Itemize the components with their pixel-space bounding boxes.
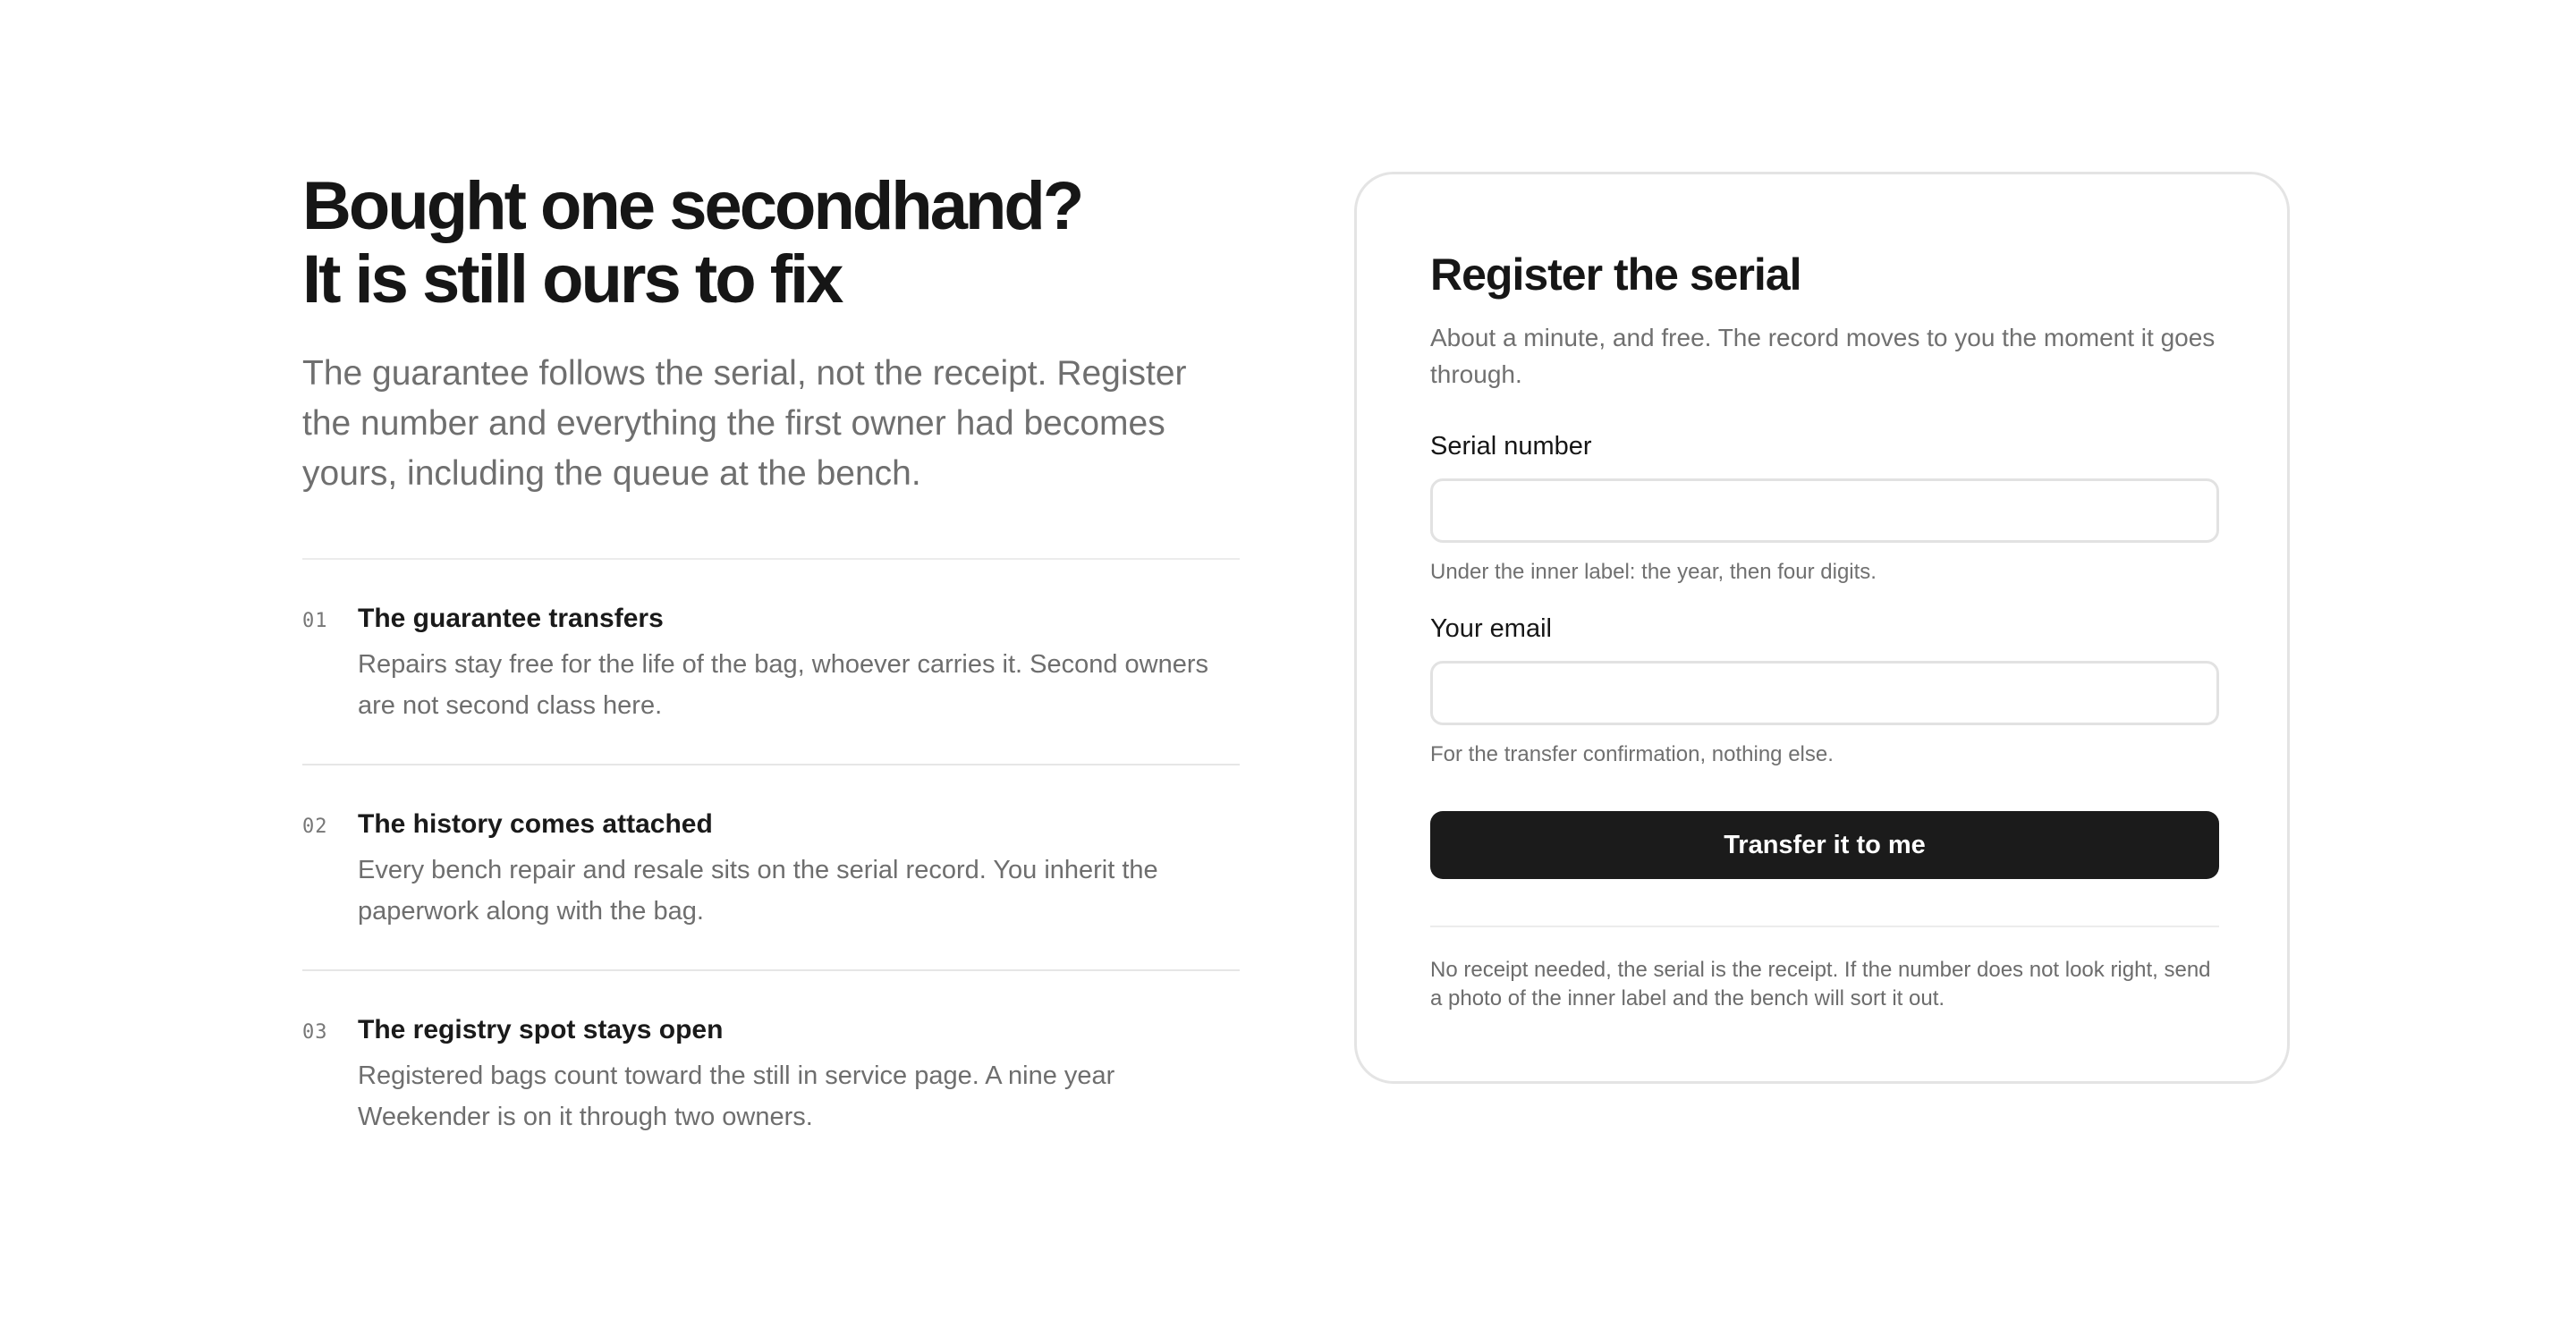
hero-section (302, 170, 1240, 1175)
card-footnote: No receipt needed, the serial is the receipt. If the number does not look right, send a photo of the inner label and the bench will sort it out. (1430, 958, 2211, 1010)
feature-description: Registered bags count toward the still in service page. A nine year Weekender is on it through two owners. (358, 1061, 1115, 1131)
feature-title: The history comes attached (358, 809, 713, 839)
email-input[interactable] (1430, 661, 2219, 725)
hero-lede: The guarantee follows the serial, not the receipt. Register the number and everything the first owner had becomes yours, including the queue at the bench. (302, 354, 1187, 493)
serial-number-hint: Under the inner label: the year, then four digits. (1430, 560, 1877, 584)
email-label: Your email (1430, 614, 1552, 643)
feature-number: 01 (302, 610, 328, 632)
page-title-line-1: Bought one secondhand? (302, 168, 1082, 244)
feature-number: 02 (302, 816, 328, 838)
serial-number-label: Serial number (1430, 432, 1592, 461)
feature-description: Repairs stay free for the life of the bag, whoever carries it. Second owners are not second class here. (358, 650, 1209, 720)
page-title-line-2: It is still ours to fix (302, 241, 842, 317)
email-field-group (1430, 613, 2214, 768)
serial-number-input[interactable] (1430, 478, 2219, 543)
transfer-button[interactable]: Transfer it to me (1430, 811, 2219, 879)
page-title (302, 170, 1240, 317)
register-serial-card (1354, 172, 2290, 1084)
card-divider (1430, 926, 2219, 927)
feature-list (302, 558, 1240, 1175)
feature-item (302, 765, 1240, 971)
feature-number: 03 (302, 1021, 328, 1044)
email-hint: For the transfer confirmation, nothing else. (1430, 742, 1834, 766)
feature-item (302, 560, 1240, 765)
feature-title: The registry spot stays open (358, 1015, 724, 1044)
feature-title: The guarantee transfers (358, 604, 664, 633)
feature-description: Every bench repair and resale sits on the serial record. You inherit the paperwork along with the bag. (358, 856, 1158, 926)
card-title: Register the serial (1430, 249, 1801, 300)
card-subtitle: About a minute, and free. The record moves to you the moment it goes through. (1430, 324, 2216, 388)
serial-field-group (1430, 430, 2214, 586)
feature-item (302, 971, 1240, 1175)
